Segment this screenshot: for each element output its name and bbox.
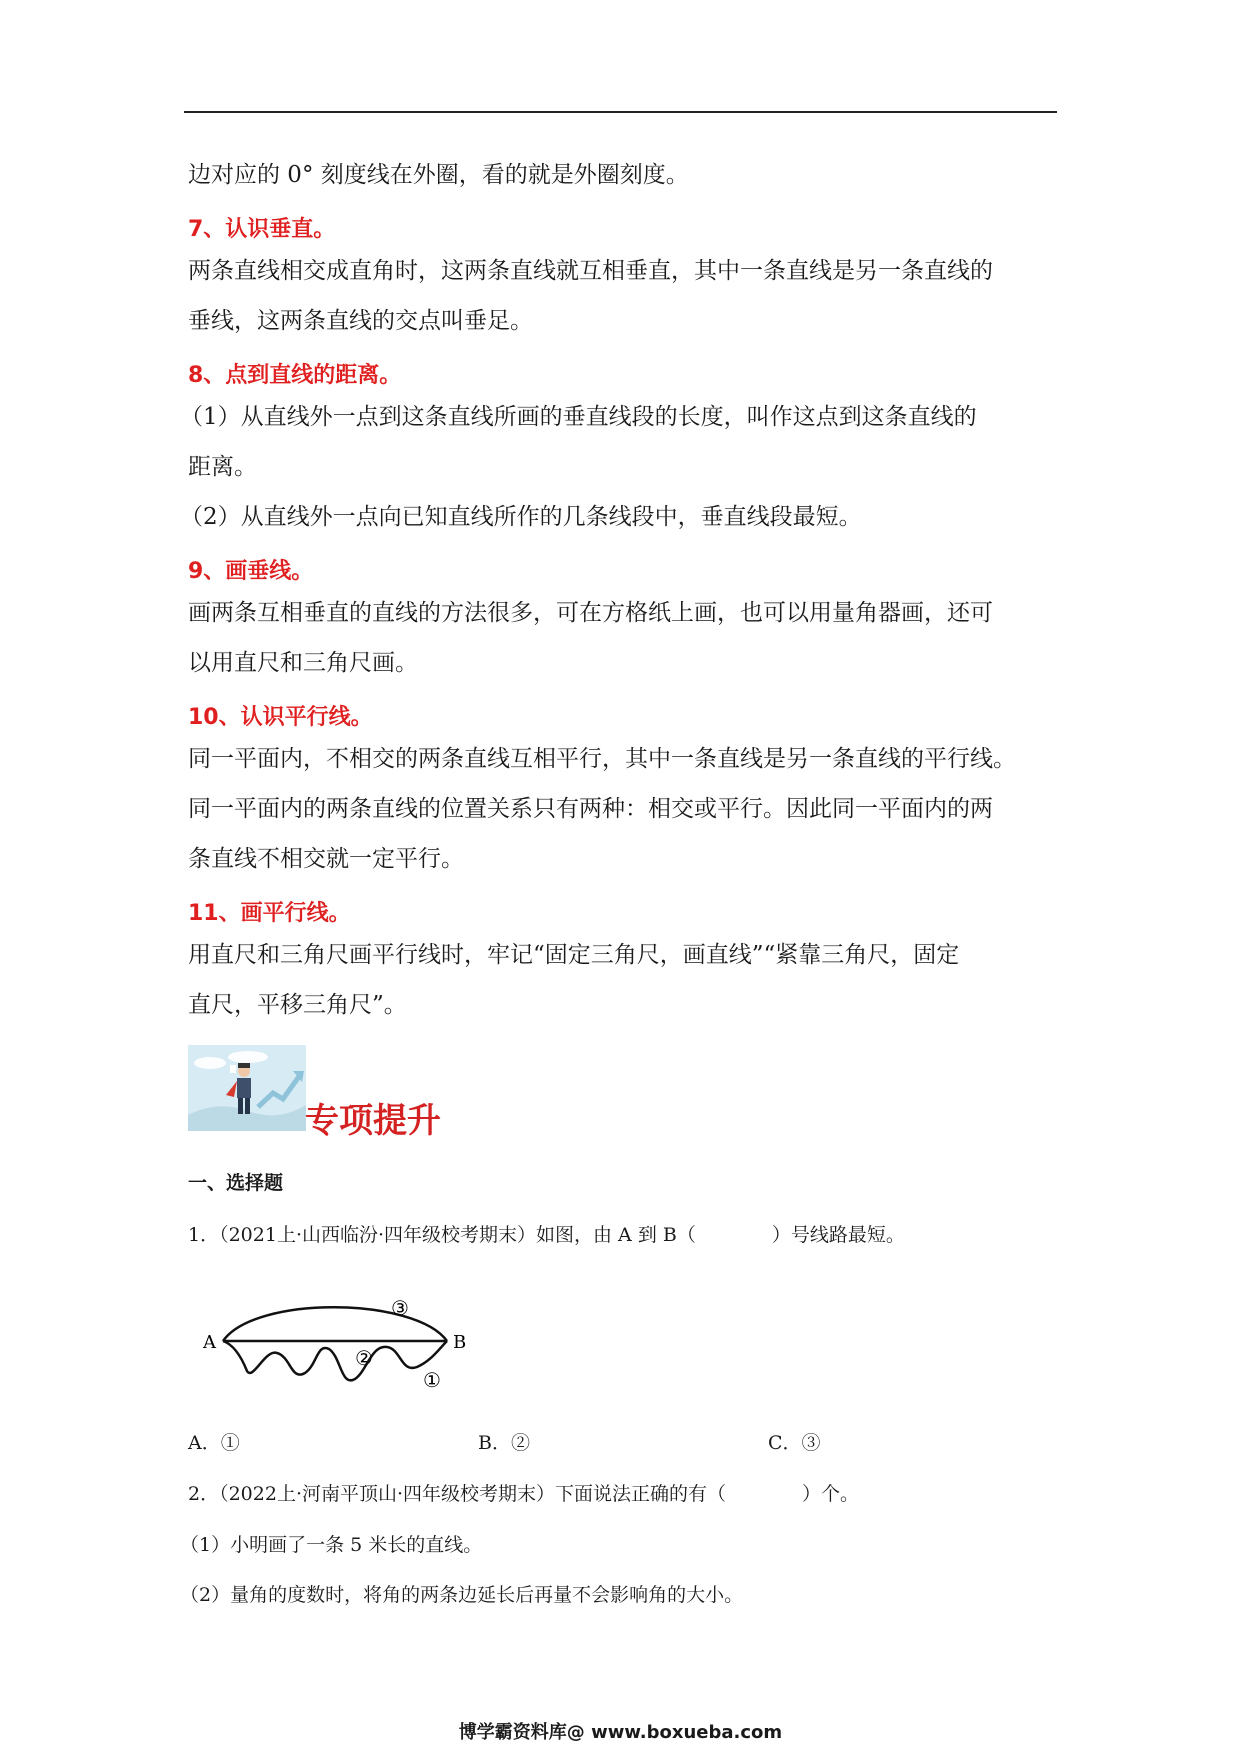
- question-2-item-1: （1）小明画了一条 5 米长的直线。: [180, 1534, 483, 1556]
- section-7-heading: 7、认识垂直。: [188, 217, 336, 242]
- intro-continuation: 边对应的 0° 刻度线在外圈，看的就是外圈刻度。: [188, 162, 689, 188]
- question-1-text: 1．（2021上·山西临汾·四年级校考期末）如图，由 A 到 B（ ）号线路最短。: [188, 1224, 905, 1246]
- section-11-line-2: 直尺，平移三角尺”。: [188, 992, 407, 1018]
- route-figure: [195, 1283, 480, 1393]
- section-9-line-2: 以用直尺和三角尺画。: [188, 650, 418, 676]
- route-3-label: ③: [391, 1296, 409, 1320]
- section-11-line-1: 用直尺和三角尺画平行线时，牢记“固定三角尺，画直线”“紧靠三角尺，固定: [188, 942, 960, 968]
- point-a-label: A: [203, 1332, 216, 1353]
- section-banner-illustration: [188, 1045, 306, 1131]
- section-7-line-2: 垂线，这两条直线的交点叫垂足。: [188, 308, 533, 334]
- option-c[interactable]: C．③: [768, 1432, 821, 1454]
- section-8-heading: 8、点到直线的距离。: [188, 363, 402, 388]
- section-10-heading: 10、认识平行线。: [188, 705, 373, 730]
- section-10-line-2: 同一平面内的两条直线的位置关系只有两种：相交或平行。因此同一平面内的两: [188, 796, 993, 822]
- section-8-line-2: 距离。: [188, 454, 257, 480]
- section-title: 专项提升: [305, 1101, 441, 1141]
- section-8-line-1: （1）从直线外一点到这条直线所画的垂直线段的长度，叫作这点到这条直线的: [180, 404, 977, 430]
- route-2-label: ②: [355, 1346, 373, 1370]
- subsection-heading: 一、选择题: [188, 1172, 284, 1194]
- section-9-heading: 9、画垂线。: [188, 559, 314, 584]
- header-rule: [184, 111, 1057, 113]
- section-10-line-3: 条直线不相交就一定平行。: [188, 846, 464, 872]
- option-a[interactable]: A．①: [188, 1432, 240, 1454]
- section-11-heading: 11、画平行线。: [188, 901, 351, 926]
- page-footer: 博学霸资料库@ www.boxueba.com: [458, 1722, 783, 1743]
- point-b-label: B: [453, 1332, 467, 1353]
- question-2-text: 2．（2022上·河南平顶山·四年级校考期末）下面说法正确的有（ ）个。: [188, 1483, 860, 1505]
- option-b[interactable]: B．②: [478, 1432, 530, 1454]
- section-7-line-1: 两条直线相交成直角时，这两条直线就互相垂直，其中一条直线是另一条直线的: [188, 258, 993, 284]
- question-2-item-2: （2）量角的度数时，将角的两条边延长后再量不会影响角的大小。: [180, 1584, 744, 1606]
- section-8-line-3: （2）从直线外一点向已知直线所作的几条线段中，垂直线段最短。: [180, 504, 862, 530]
- section-10-line-1: 同一平面内，不相交的两条直线互相平行，其中一条直线是另一条直线的平行线。: [188, 746, 1016, 772]
- route-1-label: ①: [423, 1368, 441, 1392]
- section-9-line-1: 画两条互相垂直的直线的方法很多，可在方格纸上画，也可以用量角器画，还可: [188, 600, 993, 626]
